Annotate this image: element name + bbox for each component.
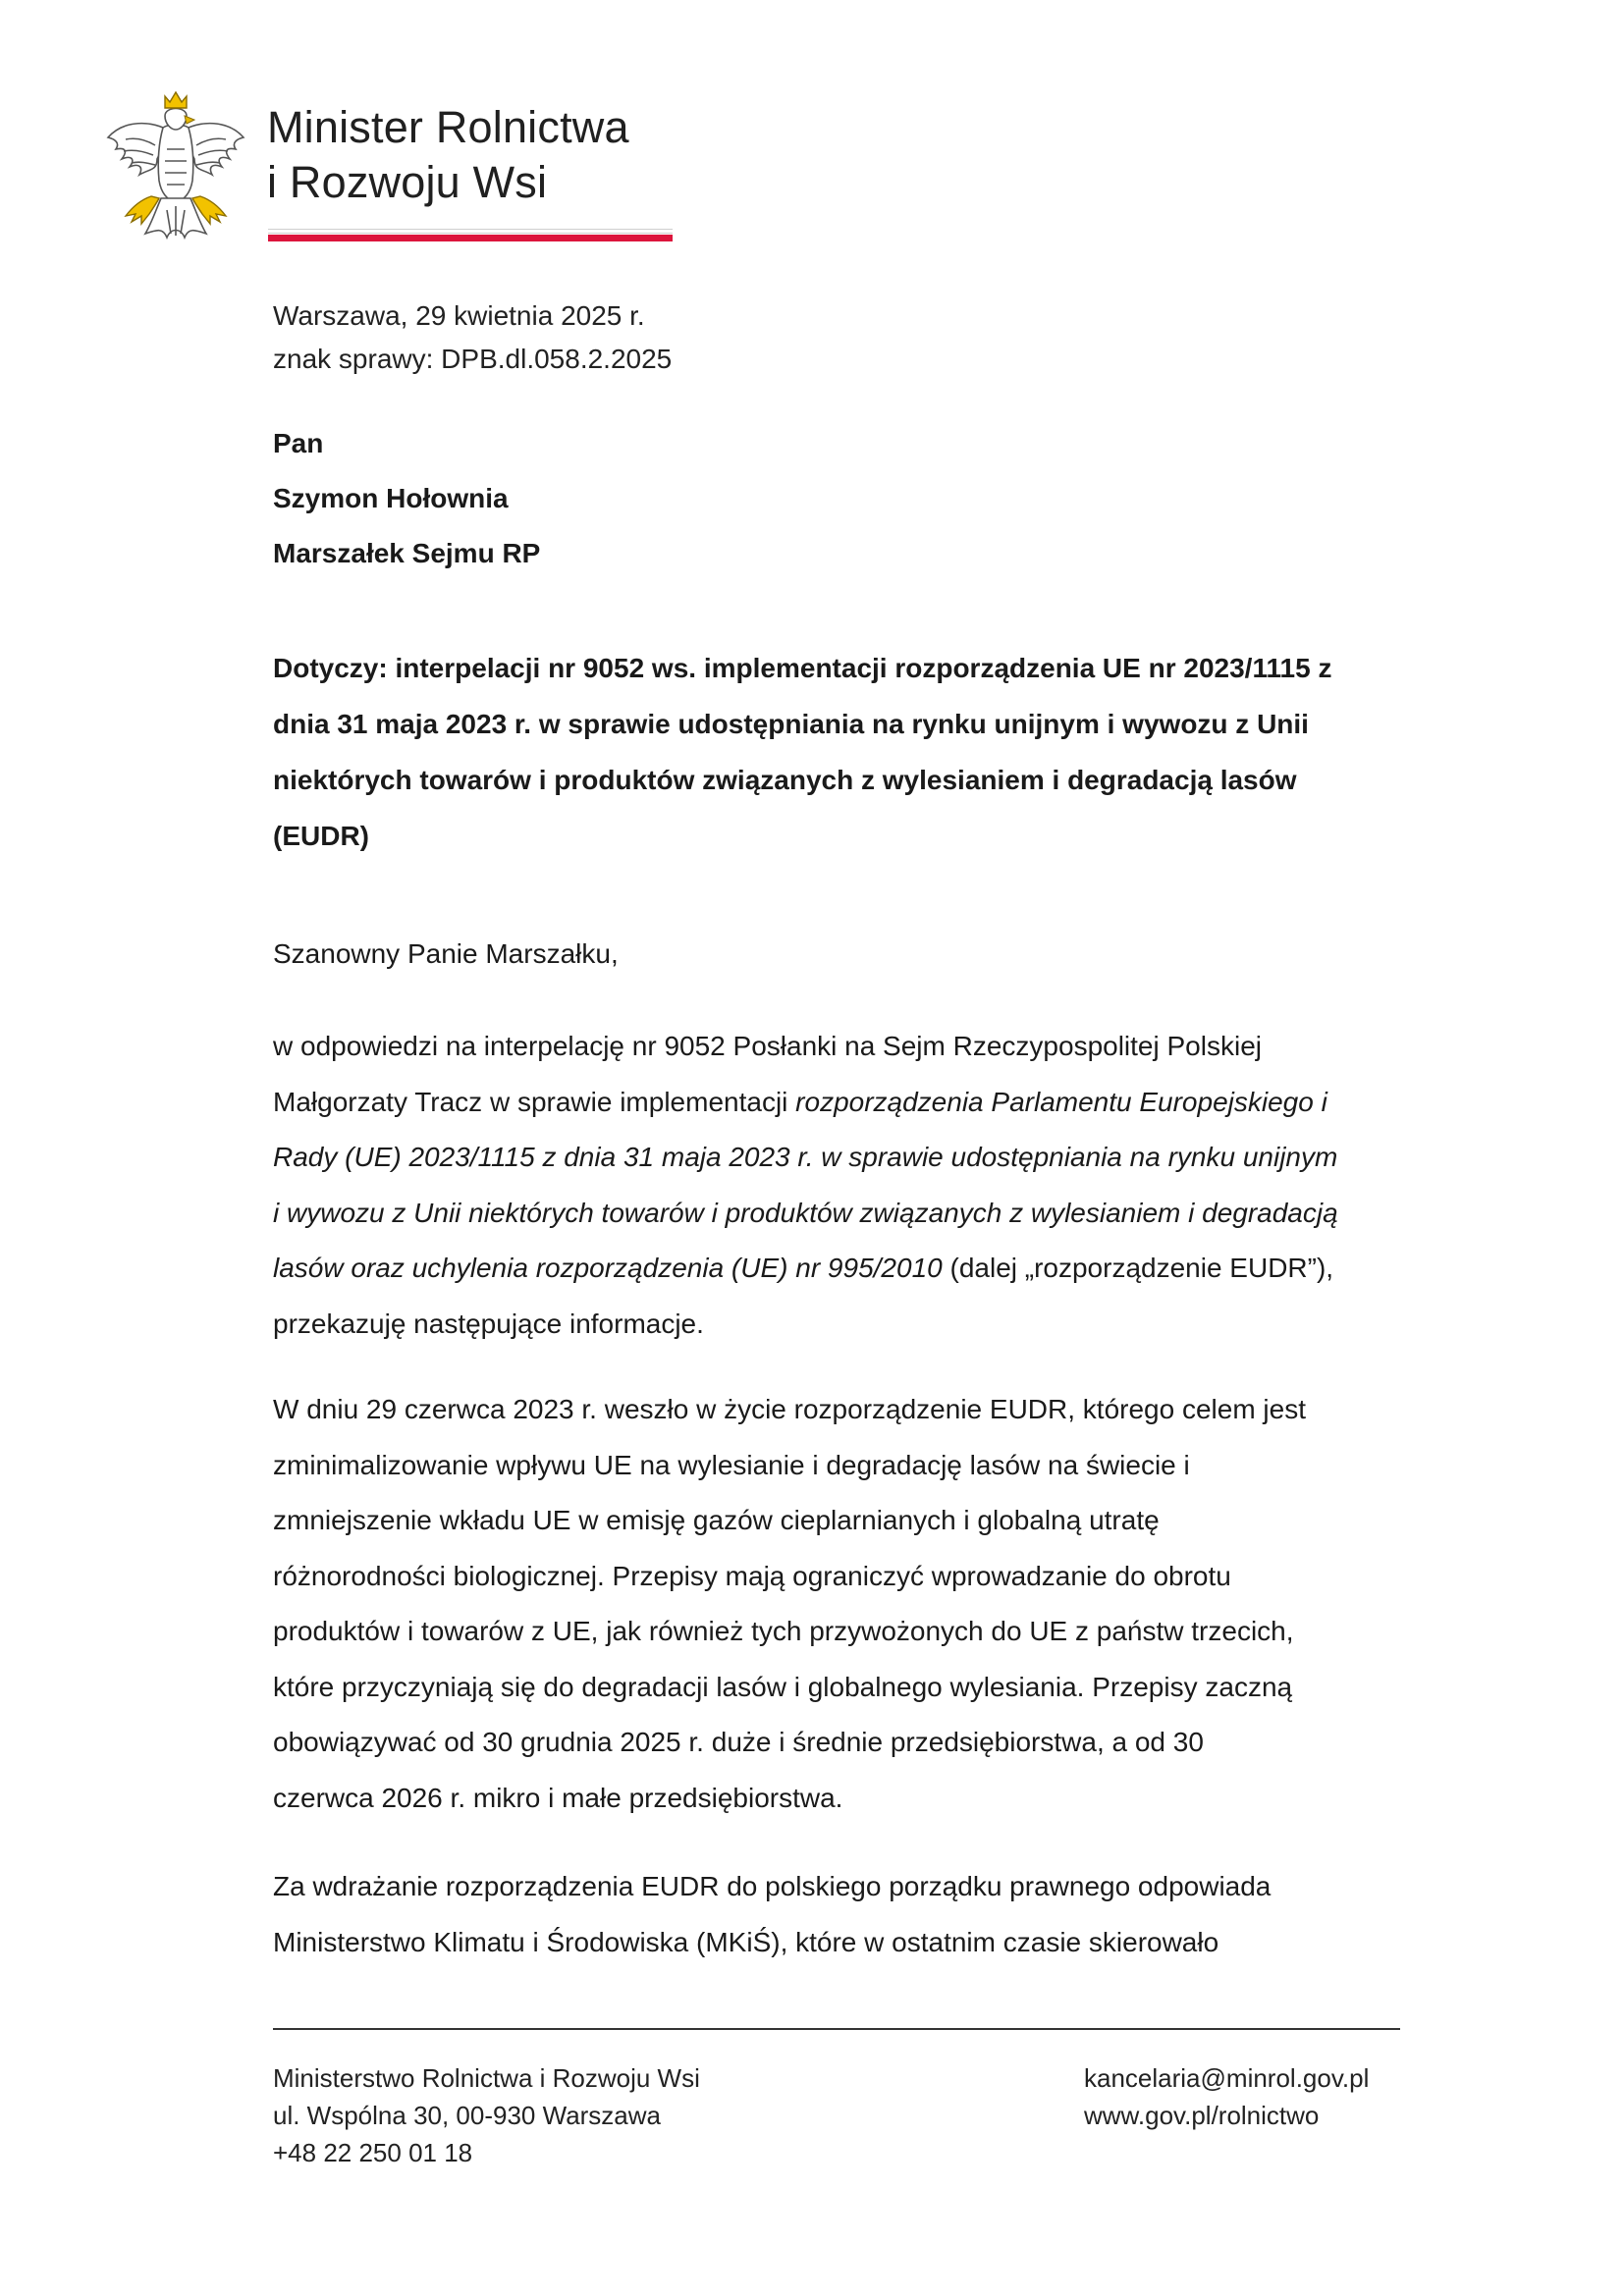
regulation-title-italic: lasów oraz uchylenia rozporządzenia (UE) nr 995/2010	[273, 1253, 943, 1283]
footer-divider	[273, 2028, 1400, 2030]
paragraph-line: Za wdrażanie rozporządzenia EUDR do polskiego porządku prawnego odpowiada	[273, 1871, 1272, 1901]
paragraph-line: W dniu 29 czerwca 2023 r. weszło w życie rozporządzenie EUDR, którego celem jest	[273, 1394, 1306, 1424]
paragraph-2	[273, 1382, 1402, 1826]
regulation-title-italic: i wywozu z Unii niektórych towarów i produktów związanych z wylesianiem i degradacją	[273, 1197, 1338, 1228]
subject-line: Dotyczy: interpelacji nr 9052 ws. implementacji rozporządzenia UE nr 2023/1115 z	[273, 653, 1332, 683]
flag-bar	[268, 229, 673, 241]
footer-org-name: Ministerstwo Rolnictwa i Rozwoju Wsi	[273, 2063, 700, 2093]
footer-website: www.gov.pl/rolnictwo	[1084, 2101, 1320, 2130]
paragraph-1	[273, 1019, 1402, 1352]
paragraph-line: które przyczyniają się do degradacji lasów i globalnego wylesiania. Przepisy zaczną	[273, 1671, 1293, 1702]
subject-line: (EUDR)	[273, 821, 369, 851]
footer-contact-address	[273, 2059, 700, 2171]
subject-block	[273, 640, 1392, 864]
polish-eagle-emblem-icon	[102, 90, 249, 247]
paragraph-line: zminimalizowanie wpływu UE na wylesianie i degradację lasów na świecie i	[273, 1449, 1190, 1480]
footer-phone: +48 22 250 01 18	[273, 2138, 473, 2167]
paragraph-line: przekazuję następujące informacje.	[273, 1308, 704, 1339]
paragraph-line: czerwca 2026 r. mikro i małe przedsiębiorstwa.	[273, 1782, 843, 1813]
regulation-title-italic: rozporządzenia Parlamentu Europejskiego i	[795, 1086, 1327, 1117]
regulation-title-italic: Rady (UE) 2023/1115 z dnia 31 maja 2023 r. w sprawie udostępniania na rynku unijnym	[273, 1142, 1338, 1172]
paragraph-line: zmniejszenie wkładu UE w emisję gazów cieplarnianych i globalną utratę	[273, 1505, 1160, 1535]
paragraph-line	[273, 1075, 1402, 1131]
paragraph-3	[273, 1859, 1402, 1970]
subject-line: niektórych towarów i produktów związanych z wylesianiem i degradacją lasów	[273, 765, 1297, 795]
subject-line: dnia 31 maja 2023 r. w sprawie udostępniania na rynku unijnym i wywozu z Unii	[273, 709, 1309, 739]
plain-text: Małgorzaty Tracz w sprawie implementacji	[273, 1086, 796, 1117]
paragraph-line	[273, 1130, 1402, 1186]
case-number: znak sprawy: DPB.dl.058.2.2025	[273, 344, 673, 374]
flag-red-stripe	[268, 235, 673, 241]
ministry-name	[267, 100, 699, 210]
paragraph-line: produktów i towarów z UE, jak również tych przywożonych do UE z państw trzecich,	[273, 1616, 1294, 1646]
flag-white-stripe	[268, 229, 673, 234]
footer-contact-online	[1084, 2059, 1369, 2134]
addressee-position: Marszałek Sejmu RP	[273, 538, 541, 568]
paragraph-line	[273, 1186, 1402, 1242]
addressee	[273, 416, 540, 581]
date-line: Warszawa, 29 kwietnia 2025 r.	[273, 300, 645, 331]
paragraph-line: różnorodności biologicznej. Przepisy mają ograniczyć wprowadzanie do obrotu	[273, 1560, 1231, 1591]
paragraph-line	[273, 1241, 1402, 1297]
footer-email: kancelaria@minrol.gov.pl	[1084, 2063, 1370, 2093]
ministry-name-line2: i Rozwoju Wsi	[267, 157, 548, 207]
paragraph-line: Ministerstwo Klimatu i Środowiska (MKiŚ), które w ostatnim czasie skierowało	[273, 1926, 1219, 1957]
salutation: Szanowny Panie Marszałku,	[273, 938, 619, 969]
footer-address: ul. Wspólna 30, 00-930 Warszawa	[273, 2101, 662, 2130]
ministry-name-line1: Minister Rolnictwa	[267, 102, 629, 152]
letter-meta	[273, 294, 672, 381]
plain-text: (dalej „rozporządzenie EUDR”),	[942, 1253, 1334, 1283]
paragraph-line: obowiązywać od 30 grudnia 2025 r. duże i średnie przedsiębiorstwa, a od 30	[273, 1727, 1204, 1757]
addressee-title: Pan	[273, 428, 324, 458]
addressee-name: Szymon Hołownia	[273, 483, 509, 513]
paragraph-line: w odpowiedzi na interpelację nr 9052 Posłanki na Sejm Rzeczypospolitej Polskiej	[273, 1031, 1262, 1061]
